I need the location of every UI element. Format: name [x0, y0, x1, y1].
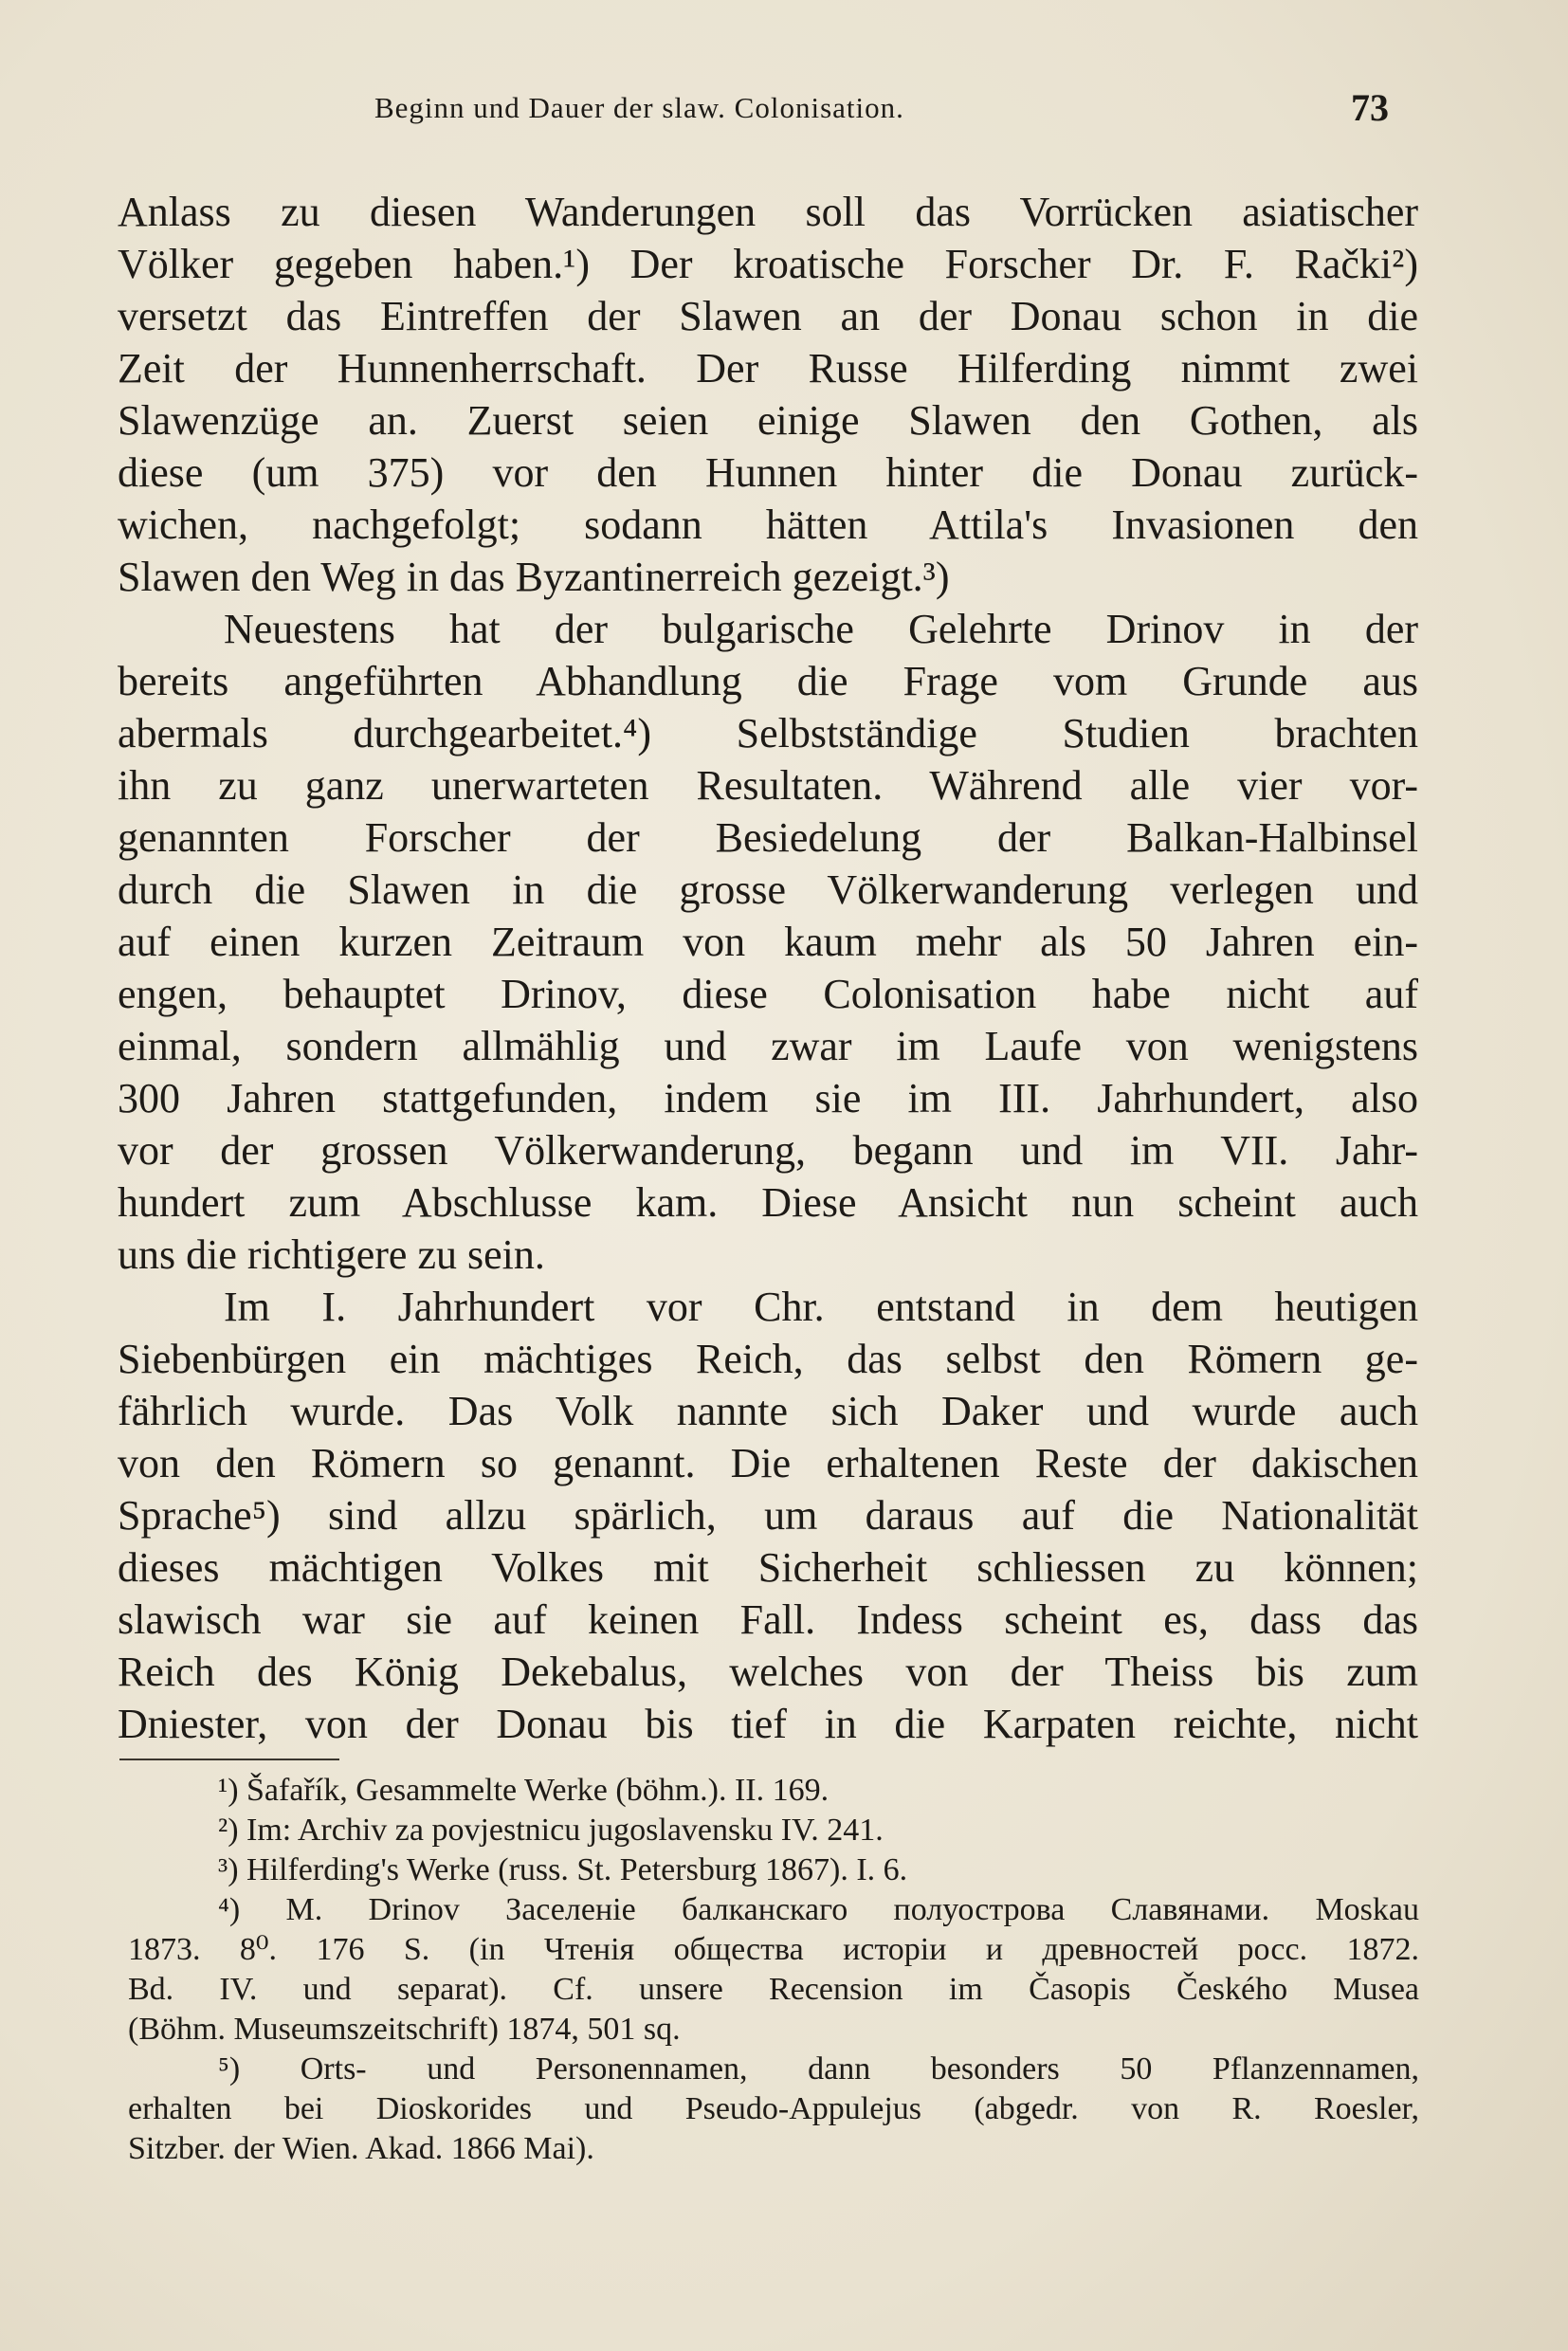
text-line: Slawen den Weg in das Byzantinerreich gezeigt.³) — [118, 554, 950, 600]
footnote-line: (Böhm. Museumszeitschrift) 1874, 501 sq. — [128, 2012, 681, 2047]
text-line: uns die richtigere zu sein. — [118, 1231, 545, 1278]
text-line: Sprache⁵) sind allzu spärlich, um daraus auf die Nationalität — [118, 1492, 1418, 1539]
footnote-line: ⁴) M. Drinov Заселеніе балканскаго полуострова Славянами. Moskau — [218, 1892, 1419, 1927]
text-line: 300 Jahren stattgefunden, indem sie im III. Jahrhundert, also — [118, 1075, 1418, 1121]
footnote-line: Bd. IV. und separat). Cf. unsere Recension im Časopis Českého Musea — [128, 1972, 1419, 2007]
text-line: Dniester, von der Donau bis tief in die Karpaten reichte, nicht — [118, 1701, 1418, 1747]
text-line: wichen, nachgefolgt; sodann hätten Attila's Invasionen den — [118, 501, 1418, 548]
text-line: durch die Slawen in die grosse Völkerwanderung verlegen und — [118, 866, 1418, 913]
text-line: Völker gegeben haben.¹) Der kroatische Forscher Dr. F. Rački²) — [118, 241, 1418, 287]
text-line: slawisch war sie auf keinen Fall. Indess scheint es, dass das — [118, 1596, 1418, 1643]
text-line: Neuestens hat der bulgarische Gelehrte Drinov in der — [224, 606, 1418, 652]
footnote-line: ¹) Šafařík, Gesammelte Werke (böhm.). II. 169. — [218, 1773, 830, 1808]
main-text — [112, 186, 1418, 1750]
text-line: Reich des König Dekebalus, welches von der Theiss bis zum — [118, 1649, 1418, 1695]
footnote-line: Sitzber. der Wien. Akad. 1866 Mai). — [128, 2131, 594, 2166]
page-header — [374, 86, 1389, 137]
footnote-line: ²) Im: Archiv za povjestnicu jugoslavensku IV. 241. — [218, 1813, 884, 1848]
text-line: von den Römern so genannt. Die erhaltenen Reste der dakischen — [118, 1440, 1418, 1486]
text-line: Zeit der Hunnenherrschaft. Der Russe Hilferding nimmt zwei — [118, 345, 1418, 392]
text-line: fährlich wurde. Das Volk nannte sich Daker und wurde auch — [118, 1388, 1418, 1434]
text-line: bereits angeführten Abhandlung die Frage vom Grunde aus — [118, 658, 1418, 704]
text-line: diese (um 375) vor den Hunnen hinter die Donau zurück- — [118, 449, 1418, 496]
text-line: engen, behauptet Drinov, diese Colonisation habe nicht auf — [118, 971, 1418, 1017]
text-line: einmal, sondern allmählig und zwar im Laufe von wenigstens — [118, 1023, 1418, 1069]
page-number: 73 — [1351, 86, 1389, 129]
footnotes — [128, 1771, 1419, 2169]
text-line: dieses mächtigen Volkes mit Sicherheit schliessen zu können; — [118, 1544, 1418, 1591]
text-line: ihn zu ganz unerwarteten Resultaten. Während alle vier vor- — [118, 762, 1418, 809]
text-line: versetzt das Eintreffen der Slawen an der Donau schon in die — [118, 293, 1418, 339]
footnote-line: ³) Hilferding's Werke (russ. St. Petersburg 1867). I. 6. — [218, 1852, 908, 1887]
running-head: Beginn und Dauer der slaw. Colonisation. — [374, 91, 904, 124]
text-line: Slawenzüge an. Zuerst seien einige Slawen den Gothen, als — [118, 397, 1418, 444]
text-line: vor der grossen Völkerwanderung, begann und im VII. Jahr- — [118, 1127, 1418, 1174]
text-line: Siebenbürgen ein mächtiges Reich, das selbst den Römern ge- — [118, 1336, 1418, 1382]
text-line: auf einen kurzen Zeitraum von kaum mehr als 50 Jahren ein- — [118, 919, 1418, 965]
footnote-line: ⁵) Orts- und Personennamen, dann besonders 50 Pflanzennamen, — [218, 2051, 1419, 2087]
footnote-separator — [119, 1759, 339, 1760]
footnote-line: 1873. 8⁰. 176 S. (in Чтенія общества исторіи и древностей росс. 1872. — [128, 1932, 1419, 1967]
footnote-line: erhalten bei Dioskorides und Pseudo-Appulejus (abgedr. von R. Roesler, — [128, 2091, 1419, 2126]
text-line: Anlass zu diesen Wanderungen soll das Vorrücken asiatischer — [118, 189, 1418, 235]
text-line: genannten Forscher der Besiedelung der Balkan-Halbinsel — [118, 814, 1418, 861]
text-line: abermals durchgearbeitet.⁴) Selbstständige Studien brachten — [118, 710, 1418, 756]
text-line: Im I. Jahrhundert vor Chr. entstand in dem heutigen — [224, 1284, 1418, 1330]
text-line: hundert zum Abschlusse kam. Diese Ansicht nun scheint auch — [118, 1179, 1418, 1226]
